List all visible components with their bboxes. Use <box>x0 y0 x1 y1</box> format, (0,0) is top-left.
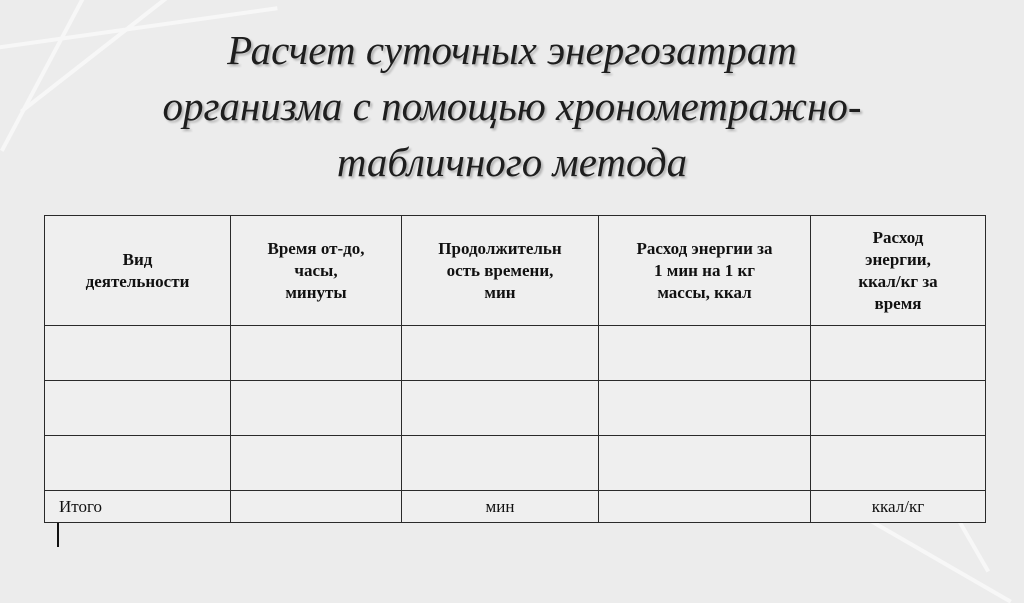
title-line: организма с помощью хронометражно- <box>162 83 862 129</box>
header-line: ость времени, <box>446 260 554 280</box>
table-cell[interactable] <box>811 436 986 491</box>
table-cell[interactable] <box>811 326 986 381</box>
table-header-row <box>45 216 986 326</box>
header-line: часы, <box>294 260 338 280</box>
header-energy-total <box>811 216 986 326</box>
header-line: ккал/кг за <box>858 271 938 291</box>
table-cell[interactable] <box>811 381 986 436</box>
energy-calculation-table <box>44 215 986 523</box>
total-row <box>45 491 986 523</box>
header-line: Продолжительн <box>438 238 562 258</box>
table-row <box>45 381 986 436</box>
table-cell[interactable] <box>231 491 402 523</box>
header-line: 1 мин на 1 кг <box>654 260 755 280</box>
table-row <box>45 326 986 381</box>
header-energy-per-minute <box>599 216 811 326</box>
text-cursor <box>57 523 59 547</box>
header-time-range <box>231 216 402 326</box>
total-duration-unit: мин <box>402 491 599 523</box>
header-line: минуты <box>285 282 347 302</box>
header-line: Время от-до, <box>267 238 365 258</box>
table-cell[interactable] <box>402 436 599 491</box>
slide-title <box>0 22 1024 190</box>
title-line: Расчет суточных энергозатрат <box>227 27 797 73</box>
header-duration <box>402 216 599 326</box>
table-cell[interactable] <box>231 381 402 436</box>
table-cell[interactable] <box>45 436 231 491</box>
table-cell[interactable] <box>402 381 599 436</box>
table-cell[interactable] <box>402 326 599 381</box>
table-row <box>45 436 986 491</box>
header-line: массы, ккал <box>657 282 752 302</box>
header-line: энергии, <box>865 249 931 269</box>
total-label: Итого <box>45 491 231 523</box>
title-line: табличного метода <box>336 139 688 185</box>
table-cell[interactable] <box>599 436 811 491</box>
table-cell[interactable] <box>599 491 811 523</box>
header-line: Вид <box>122 249 153 269</box>
header-activity-type <box>45 216 231 326</box>
total-energy-unit: ккал/кг <box>811 491 986 523</box>
header-line: Расход энергии за <box>636 238 773 258</box>
table-cell[interactable] <box>45 326 231 381</box>
table-cell[interactable] <box>599 381 811 436</box>
header-line: деятельности <box>85 271 190 291</box>
header-line: мин <box>484 282 516 302</box>
header-line: время <box>874 293 922 313</box>
table-cell[interactable] <box>45 381 231 436</box>
table-cell[interactable] <box>231 436 402 491</box>
header-line: Расход <box>872 227 924 247</box>
table-cell[interactable] <box>231 326 402 381</box>
table-cell[interactable] <box>599 326 811 381</box>
